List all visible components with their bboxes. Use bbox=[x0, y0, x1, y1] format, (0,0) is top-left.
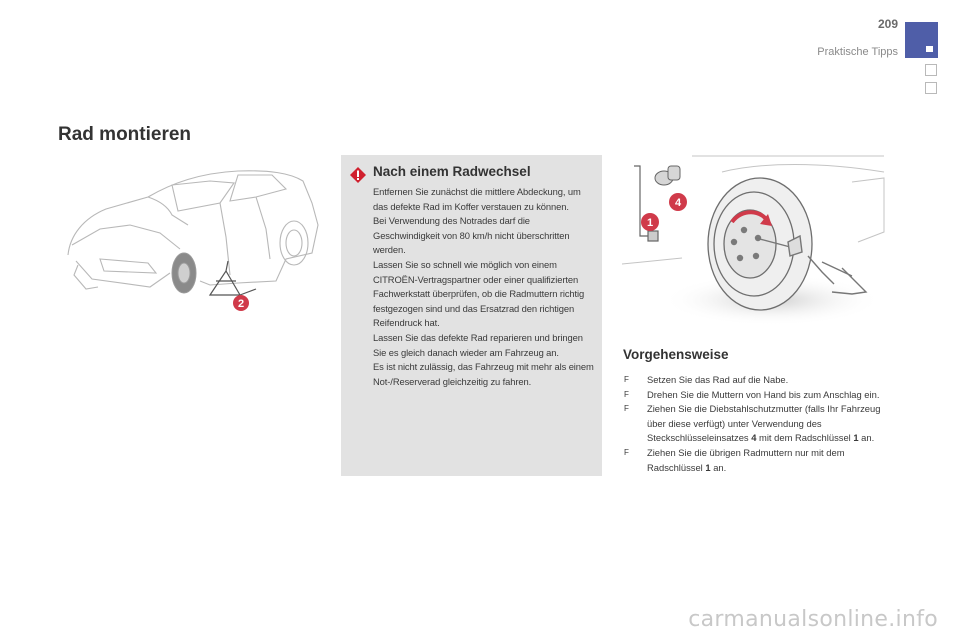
procedure-step: F Ziehen Sie die Diebstahlschutzmutter (falls Ihr Fahrzeug über diese verfügt) unter Verwendung des Steckschlüsseleinsatzes 4 mit dem Radschlüssel 1 an. bbox=[624, 403, 881, 444]
warning-title: Nach einem Radwechsel bbox=[373, 164, 531, 179]
chapter-tab-active bbox=[905, 22, 938, 58]
car-jack-illustration bbox=[60, 163, 330, 320]
bullet-marker: F bbox=[624, 404, 629, 414]
exclamation-icon bbox=[349, 166, 367, 184]
callout-1-label: 1 bbox=[646, 217, 654, 229]
watermark: carmanualsonline.info bbox=[688, 607, 938, 632]
wheel-nut-illustration bbox=[622, 152, 887, 330]
warning-paragraph: Lassen Sie das defekte Rad reparieren und bringen Sie es gleich danach wieder am Fahrzeug an. bbox=[373, 331, 583, 358]
warning-paragraph: Entfernen Sie zunächst die mittlere Abdeckung, um das defekte Rad im Koffer verstauen zu können. bbox=[373, 186, 581, 212]
warning-box bbox=[341, 155, 602, 476]
procedure-step: F Setzen Sie das Rad auf die Nabe. bbox=[623, 373, 888, 388]
bullet-marker: F bbox=[624, 389, 629, 399]
bullet-marker: F bbox=[624, 447, 629, 457]
warning-paragraph: Es ist nicht zulässig, das Fahrzeug mit mehr als einem Not-/Reserverad gleichzeitig zu fahren. bbox=[373, 361, 594, 387]
bullet-marker: F bbox=[624, 375, 629, 384]
page-number: 209 bbox=[877, 17, 898, 31]
callout-4-label: 4 bbox=[674, 197, 682, 209]
procedure-step: F Drehen Sie die Muttern von Hand bis zum Anschlag ein. bbox=[623, 388, 888, 403]
chapter-tab-marker bbox=[925, 64, 937, 76]
warning-paragraph: Lassen Sie so schnell wie möglich von einem CITROËN-Vertragspartner oder einer qualifizierten Fachwerkstatt überprüfen, ob die Radmuttern richtig festgezogen sind und das Ersatzrad den richtigen Reifendruck hat. bbox=[373, 258, 585, 329]
procedure-title: Vorgehensweise bbox=[623, 347, 729, 362]
page-title: Rad montieren bbox=[58, 124, 192, 145]
section-title: Praktische Tipps bbox=[817, 46, 898, 58]
callout-2-label: 2 bbox=[237, 298, 245, 310]
chapter-tab-marker bbox=[925, 82, 937, 94]
procedure-steps bbox=[623, 373, 888, 475]
procedure-step: F Ziehen Sie die übrigen Radmuttern nur mit dem Radschlüssel 1 an. bbox=[624, 446, 845, 473]
warning-text bbox=[373, 185, 597, 389]
warning-paragraph: Bei Verwendung des Notrades darf die Geschwindigkeit von 80 km/h nicht überschritten werden. bbox=[373, 215, 570, 256]
